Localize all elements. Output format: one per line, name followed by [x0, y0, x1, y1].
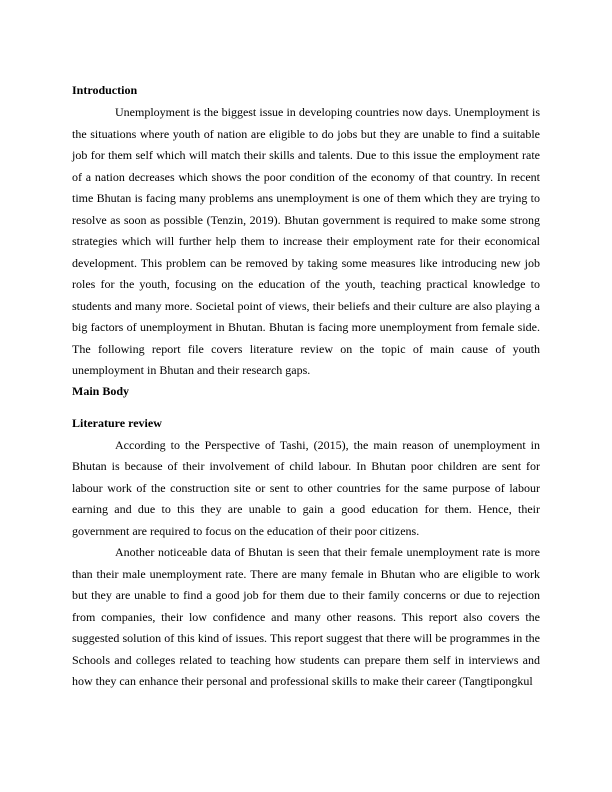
main-body-heading: Main Body [72, 383, 130, 398]
document-page [72, 81, 540, 693]
literature-review-heading: Literature review [72, 415, 162, 430]
introduction-paragraph: Unemployment is the biggest issue in developing countries now days. Unemployment is the situations where youth of nation are eligible to do jobs but they are unable to find a suitable job for them self which will match their skills and talents. Due to this issue the employment rate of a nation decreases which shows the poor condition of the economy of that country. In recent time Bhutan is facing many problems ans unemployment is one of them which they are trying to resolve as soon as possible (Tenzin, 2019). Bhutan government is required to make some strong strategies which will further help them to increase their employment rate for their economical development. This problem can be removed by taking some measures like introducing new job roles for the youth, focusing on the education of the youth, teaching practical knowledge to students and many more. Societal point of views, their beliefs and their culture are also playing a big factors of unemployment in Bhutan. Bhutan is facing more unemployment from female side. The following report file covers literature review on the topic of main cause of youth unemployment in Bhutan and their research gaps. [72, 105, 540, 377]
literature-paragraph-2: Another noticeable data of Bhutan is seen that their female unemployment rate is more than their male unemployment rate. There are many female in Bhutan who are eligible to work but they are unable to find a good job for them due to their family concerns or due to rejection from companies, their low confidence and many other reasons. This report also covers the suggested solution of this kind of issues. This report suggest that there will be programmes in the Schools and colleges related to teaching how students can prepare them self in interviews and how they can enhance their personal and professional skills to make their career (Tangtipongkul [72, 545, 540, 688]
introduction-heading: Introduction [72, 83, 138, 97]
literature-paragraph-1: According to the Perspective of Tashi, (2015), the main reason of unemployment in Bhutan is because of their involvement of child labour. In Bhutan poor children are sent for labour work of the construction site or sent to other countries for the same purpose of labour earning and due to this they are unable to gain a good education for them. Hence, their government are required to focus on the education of their poor citizens. [72, 437, 540, 538]
